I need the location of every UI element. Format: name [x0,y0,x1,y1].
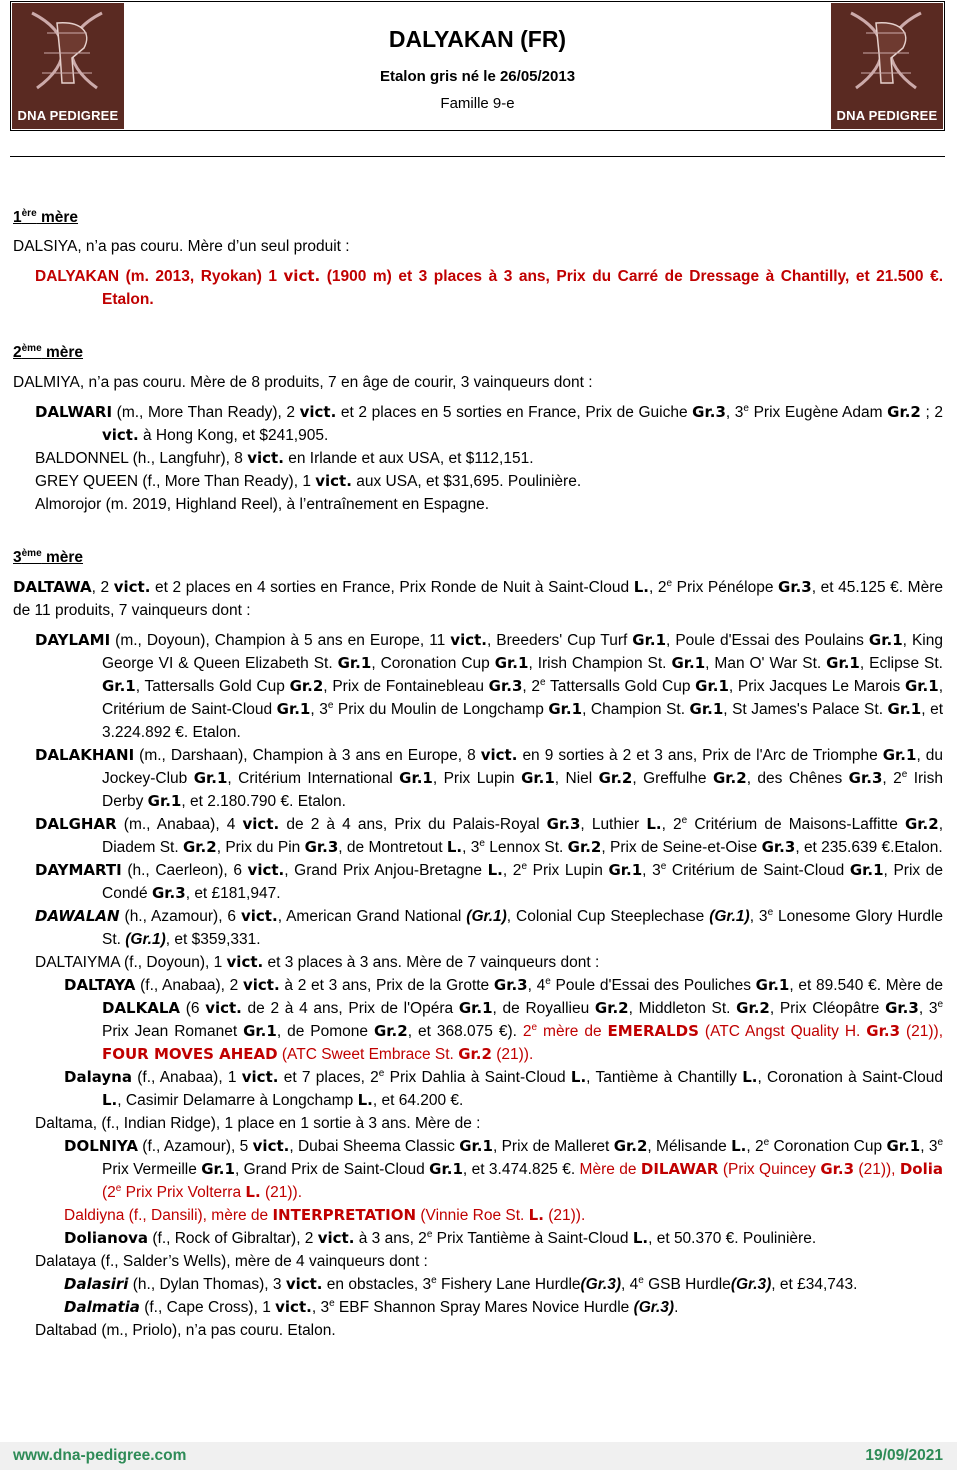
produce-entry: Almorojor (m. 2019, Highland Reel), à l’entraînement en Espagne. [35,496,490,513]
page-header [10,1,945,131]
grandproduce-entry: Dalasiri (h., Dylan Thomas), 3 vict. en obstacles, 3e Fishery Lane Hurdle(Gr.3), 4e GSB Hurdle(Gr.3), et £34,743. [64,1274,858,1293]
grandproduce-entry: Dolianova (f., Rock of Gibraltar), 2 vict. à 3 ans, 2e Prix Tantième à Saint-Cloud L., et 50.370 €. Poulinière. [64,1228,817,1247]
produce-entry: Dalataya (f., Salder’s Wells), mère de 4 vainqueurs dont : [35,1253,428,1270]
produce-entry: BALDONNEL (h., Langfuhr), 8 vict. en Irlande et aux USA, et $112,151. [35,449,534,467]
dam-paragraph: DALSIYA, n’a pas couru. Mère d’un seul produit : [13,238,350,255]
logo-text: DNA PEDIGREE [17,108,119,123]
grandproduce-entry: Dalayna (f., Anabaa), 1 vict. et 7 places, 2e Prix Dahlia à Saint-Cloud L., Tantième à Chantilly L., Coronation à Saint-Cloud L., Casimir Delamarre à Longchamp L., et 64.200 €. [64,1067,943,1109]
produce-entry: DALGHAR (m., Anabaa), 4 vict. de 2 à 4 ans, Prix du Palais-Royal Gr.3, Luthier L., 2e Critérium de Maisons-Laffitte Gr.2, Diadem St. Gr.2, Prix du Pin Gr.3, de Montretout L., 3e Lennox St. Gr.2, Prix de Seine-et-Oise Gr.3, et 235.639 €.Etalon. [35,814,943,856]
produce-entry: DALYAKAN (m. 2013, Ryokan) 1 vict. (1900 m) et 3 places à 3 ans, Prix du Carré de Dressage à Chantilly, et 21.500 €. Etalon. [35,267,943,308]
grandproduce-entry: Dalmatia (f., Cape Cross), 1 vict., 3e EBF Shannon Spray Mares Novice Hurdle (Gr.3). [64,1297,679,1316]
grandproduce-entry: DOLNIYA (f., Azamour), 5 vict., Dubai Sheema Classic Gr.1, Prix de Malleret Gr.2, Mélisande L., 2e Coronation Cup Gr.1, 3e Prix Vermeille Gr.1, Grand Prix de Saint-Cloud Gr.1, et 3.474.825 €. Mère de DILAWAR (Prix Quincey Gr.3 (21)), Dolia (2e Prix Prix Volterra L. (21)). [64,1136,944,1201]
horse-description: Etalon gris né le 26/05/2013 [379,68,576,85]
produce-entry: Daltabad (m., Priolo), n’a pas couru. Etalon. [35,1322,336,1339]
section-heading-1: 1ère mère [13,207,79,226]
footer-date: 19/09/2021 [865,1447,943,1464]
section-heading-2: 2ème mère [13,342,84,361]
produce-entry: DAYLAMI (m., Doyoun), Champion à 5 ans en Europe, 11 vict., Breeders' Cup Turf Gr.1, Poule d'Essai des Poulains Gr.1, King George VI & Queen Elizabeth St. Gr.1, Coronation Cup Gr.1, Irish Champion St. Gr.1, Man O' War St. Gr.1, Eclipse St. Gr.1, Tattersalls Gold Cup Gr.2, Prix de Fontainebleau Gr.3, 2e Tattersalls Gold Cup Gr.1, Prix Jacques Le Marois Gr.1, Critérium de Saint-Cloud Gr.1, 3e Prix du Moulin de Longchamp Gr.1, Champion St. Gr.1, St James's Palace St. Gr.1, et 3.224.892 €. Etalon. [35,631,944,741]
produce-entry: DAWALAN (h., Azamour), 6 vict., American Grand National (Gr.1), Colonial Cup Steeplechase (Gr.1), 3e Lonesome Glory Hurdle St. (Gr.1), et $359,331. [35,906,944,948]
page-title: DALYAKAN (FR) [388,26,567,52]
logo-text: DNA PEDIGREE [836,108,938,123]
grandproduce-entry: DALTAYA (f., Anabaa), 2 vict. à 2 et 3 ans, Prix de la Grotte Gr.3, 4e Poule d'Essai des Pouliches Gr.1, et 89.540 €. Mère de DALKALA (6 vict. de 2 à 4 ans, Prix de l'Opéra Gr.1, de Royallieu Gr.2, Middleton St. Gr.2, Prix Cléopâtre Gr.3, 3e Prix Jean Romanet Gr.1, de Pomone Gr.2, et 368.075 €). 2e mère de EMERALDS (ATC Angst Quality H. Gr.3 (21)), FOUR MOVES AHEAD (ATC Sweet Embrace St. Gr.2 (21)). [64,975,944,1063]
header-divider [10,156,945,157]
produce-entry: GREY QUEEN (f., More Than Ready), 1 vict. aux USA, et $31,695. Poulinière. [35,472,582,490]
dna-pedigree-logo [831,3,943,129]
produce-entry: DAYMARTI (h., Caerleon), 6 vict., Grand Prix Anjou-Bretagne L., 2e Prix Lupin Gr.1, 3e Critérium de Saint-Cloud Gr.1, Prix de Condé Gr.3, et £181,947. [35,860,944,902]
website-link[interactable]: www.dna-pedigree.com [13,1447,187,1464]
page-footer [0,1442,957,1470]
produce-entry: DALAKHANI (m., Darshaan), Champion à 3 ans en Europe, 8 vict. en 9 sorties à 2 et 3 ans, Prix de l'Arc de Triomphe Gr.1, du Jockey-Club Gr.1, Critérium International Gr.1, Prix Lupin Gr.1, Niel Gr.2, Greffulhe Gr.2, des Chênes Gr.3, 2e Irish Derby Gr.1, et 2.180.790 €. Etalon. [35,746,944,810]
produce-entry: Daltama, (f., Indian Ridge), 1 place en 1 sortie à 3 ans. Mère de : [35,1115,481,1132]
dam-paragraph: DALTAWA, 2 vict. et 2 places en 4 sorties en France, Prix Ronde de Nuit à Saint-Cloud L., 2e Prix Pénélope Gr.3, et 45.125 €. Mère de 11 produits, 7 vainqueurs dont : [13,577,943,619]
produce-entry: DALTAIYMA (f., Doyoun), 1 vict. et 3 places à 3 ans. Mère de 7 vainqueurs dont : [35,953,600,971]
section-heading-3: 3ème mère [13,547,84,566]
grandproduce-entry: Daldiyna (f., Dansili), mère de INTERPRETATION (Vinnie Roe St. L. (21)). [64,1206,586,1224]
produce-entry: DALWARI (m., More Than Ready), 2 vict. et 2 places en 5 sorties en France, Prix de Guiche Gr.3, 3e Prix Eugène Adam Gr.2 ; 2 vict. à Hong Kong, et $241,905. [35,402,943,444]
dam-paragraph: DALMIYA, n’a pas couru. Mère de 8 produits, 7 en âge de courir, 3 vainqueurs dont : [13,374,593,391]
family-line: Famille 9-e [440,95,515,112]
pedigree-content [13,206,943,1342]
